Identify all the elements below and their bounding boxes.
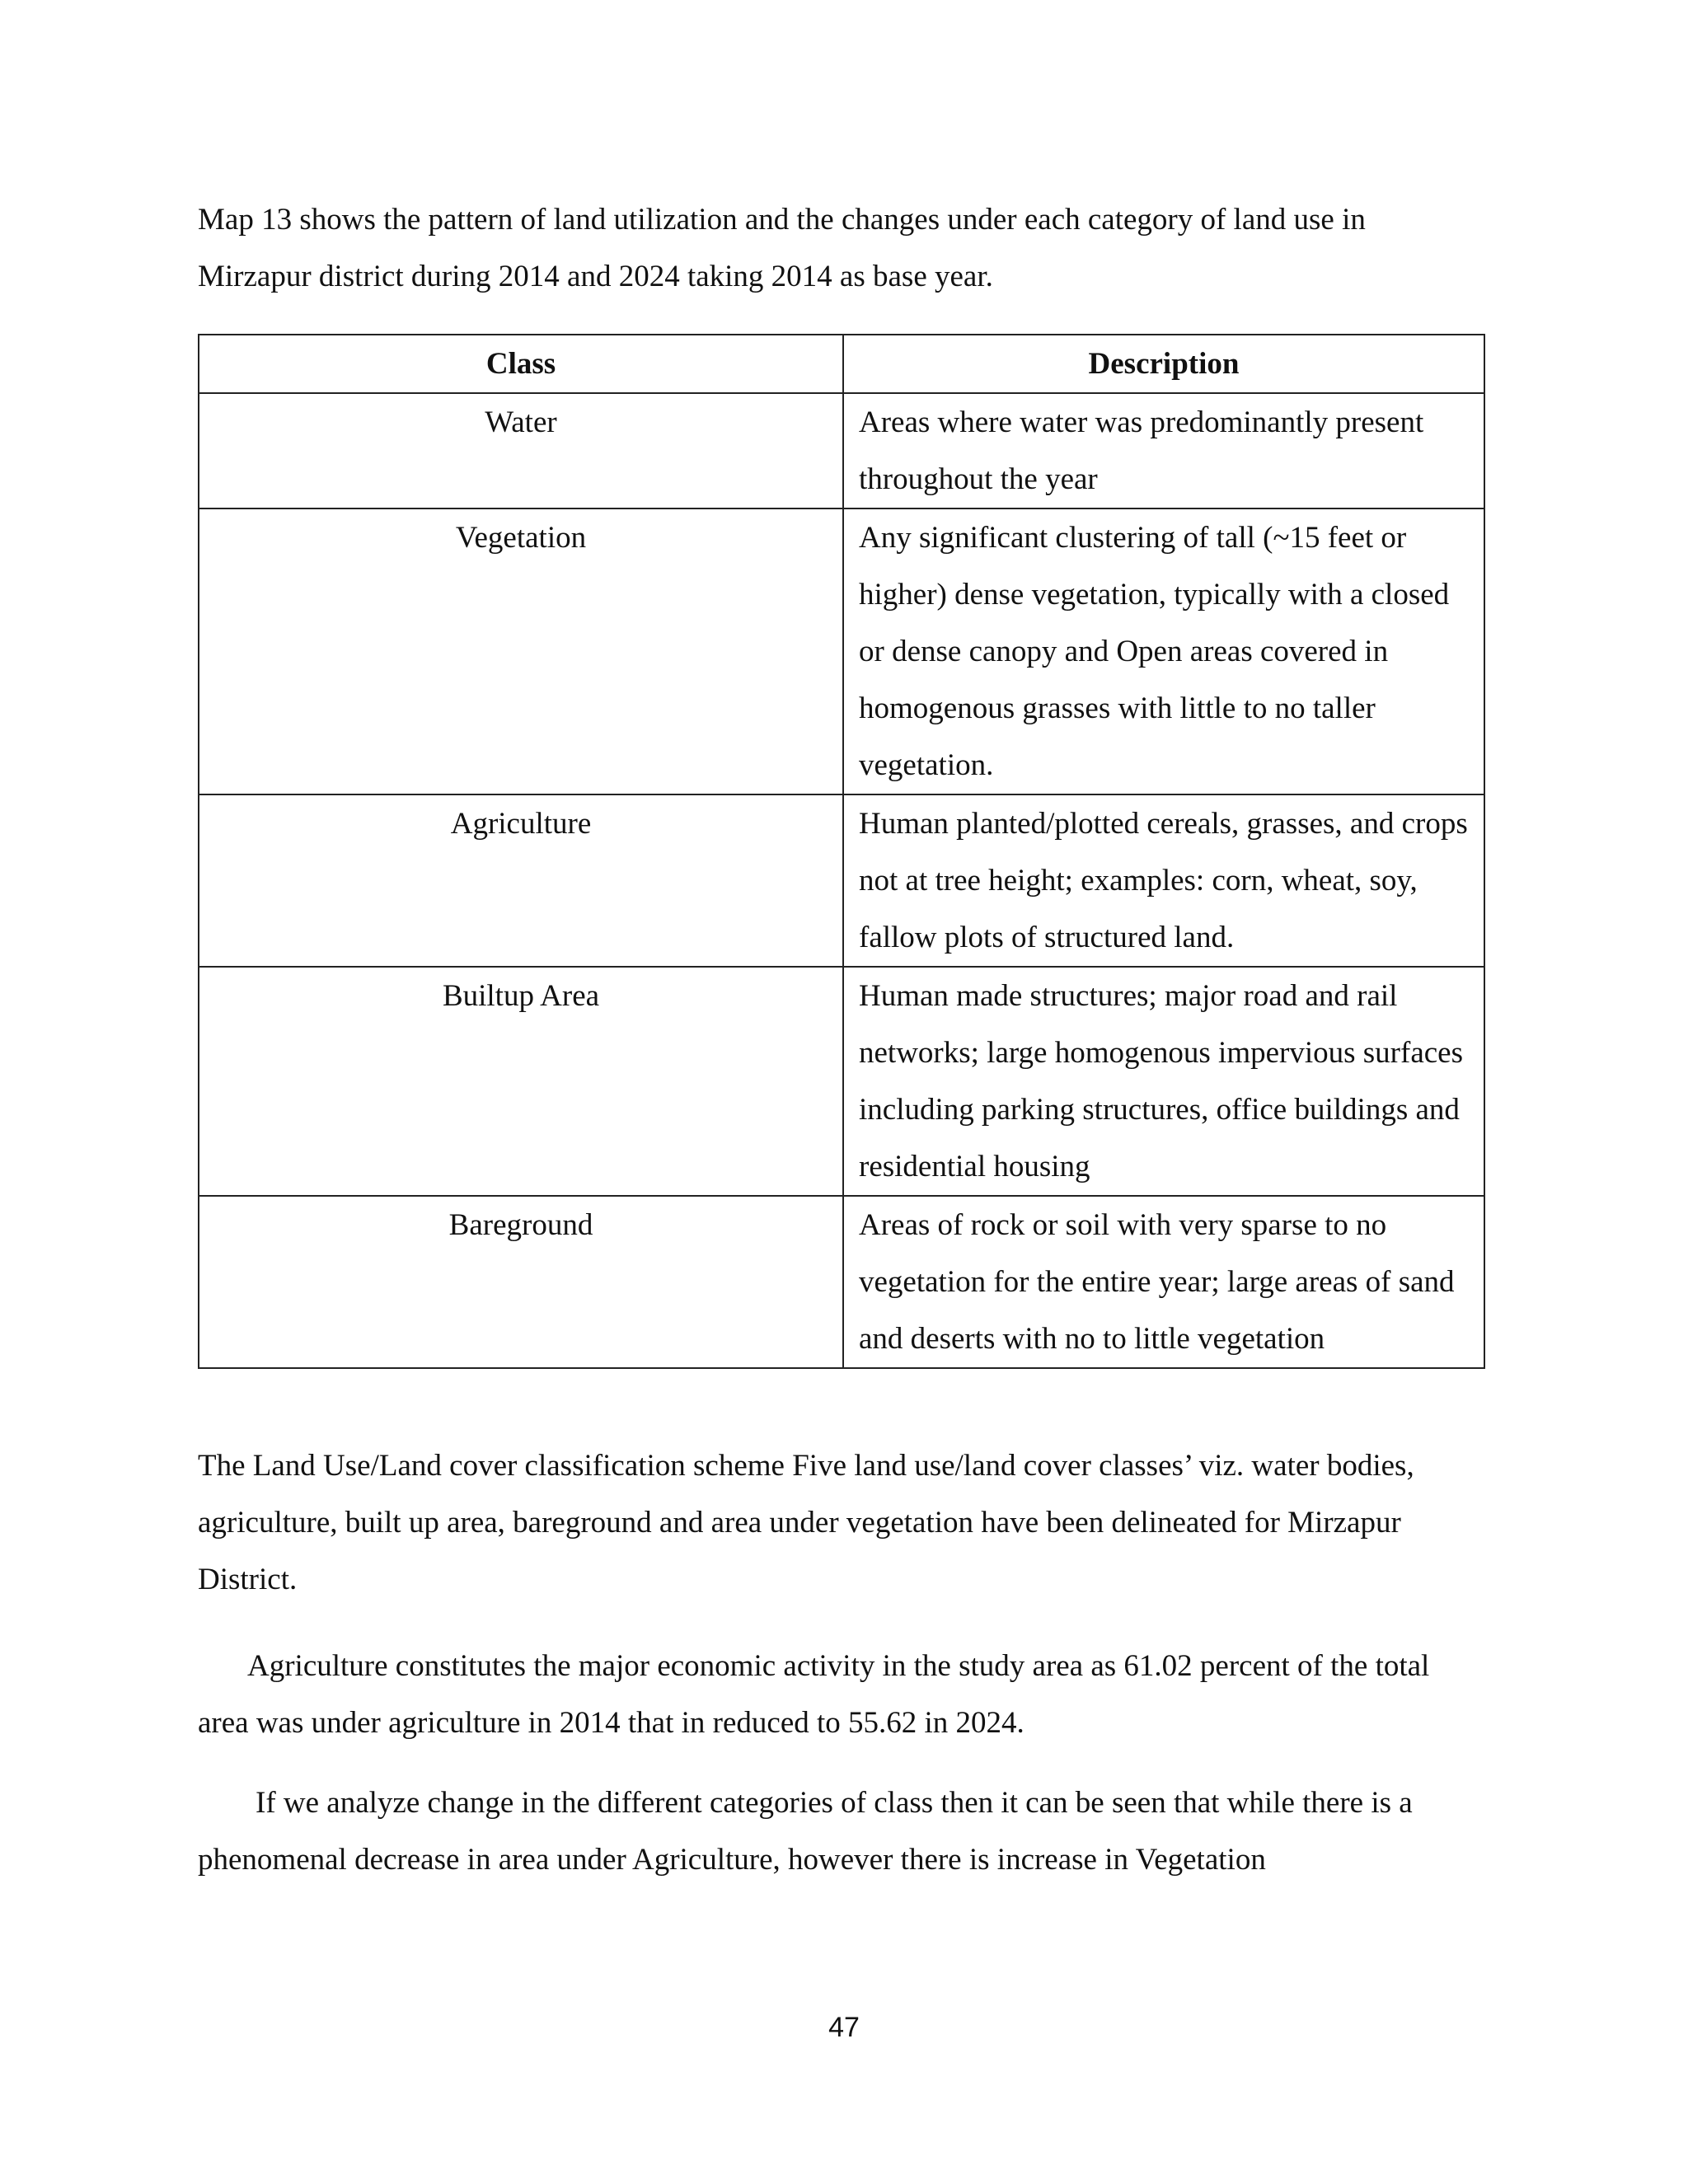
- page-number: 47: [828, 2012, 860, 2043]
- header-class: Class: [199, 335, 843, 393]
- description-cell: Human planted/plotted cereals, grasses, and crops not at tree height; examples: corn, wheat, soy, fallow plots of structured land.: [843, 794, 1484, 967]
- table-row: [199, 393, 1484, 509]
- table-row: [199, 1196, 1484, 1368]
- land-use-class-table: [198, 334, 1485, 1369]
- class-cell: Water: [199, 393, 843, 509]
- table-header-row: [199, 335, 1484, 393]
- header-description: Description: [843, 335, 1484, 393]
- class-cell: Builtup Area: [199, 967, 843, 1196]
- description-cell: Areas of rock or soil with very sparse to no vegetation for the entire year; large areas of sand and deserts with no to little vegetation: [843, 1196, 1484, 1368]
- description-cell: Areas where water was predominantly present throughout the year: [843, 393, 1484, 509]
- body-paragraph: The Land Use/Land cover classification scheme Five land use/land cover classes’ viz. water bodies, agriculture, built up area, bareground and area under vegetation have been delineated for Mirzapur District.: [198, 1449, 1414, 1596]
- intro-paragraph: Map 13 shows the pattern of land utilization and the changes under each category of land use in Mirzapur district during 2014 and 2024 taking 2014 as base year.: [198, 203, 1366, 293]
- table-row: [199, 794, 1484, 967]
- class-cell: Bareground: [199, 1196, 843, 1368]
- body-paragraph: Agriculture constitutes the major economic activity in the study area as 61.02 percent of the total area was under agriculture in 2014 that in reduced to 55.62 in 2024.: [198, 1649, 1430, 1740]
- table-row: [199, 967, 1484, 1196]
- description-cell: Human made structures; major road and rail networks; large homogenous impervious surfaces including parking structures, office buildings and residential housing: [843, 967, 1484, 1196]
- class-cell: Vegetation: [199, 509, 843, 794]
- table-row: [199, 509, 1484, 794]
- description-cell: Any significant clustering of tall (~15 feet or higher) dense vegetation, typically with a closed or dense canopy and Open areas covered in homogenous grasses with little to no taller vegetation.: [843, 509, 1484, 794]
- body-paragraph: If we analyze change in the different categories of class then it can be seen that while there is a phenomenal decrease in area under Agriculture, however there is increase in Vegetation: [198, 1786, 1413, 1877]
- class-cell: Agriculture: [199, 794, 843, 967]
